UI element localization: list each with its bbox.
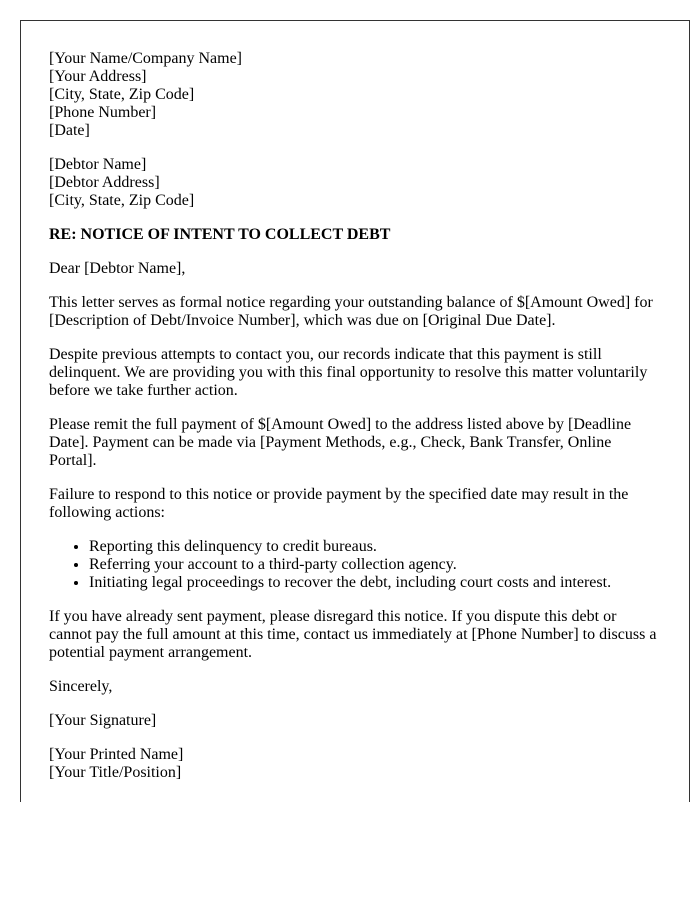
actions-list	[49, 538, 661, 592]
closing: Sincerely,	[49, 678, 113, 695]
sender-name: [Your Name/Company Name]	[49, 50, 243, 67]
closing-paragraph: If you have already sent payment, please disregard this notice. If you dispute this debt or cannot pay the full amount at this time, contact us immediately at [Phone Number] to discuss a potential payment arrangement.	[49, 608, 657, 661]
sender-block	[49, 50, 661, 140]
sender-phone: [Phone Number]	[49, 104, 157, 121]
signature: [Your Signature]	[49, 712, 157, 729]
printed-name: [Your Printed Name]	[49, 746, 184, 763]
letter-date: [Date]	[49, 122, 90, 139]
list-item: • Referring your account to a third-party collection agency.	[89, 556, 661, 574]
list-item: • Initiating legal proceedings to recover the debt, including court costs and interest.	[89, 574, 661, 592]
sender-city: [City, State, Zip Code]	[49, 86, 195, 103]
body-paragraph: This letter serves as formal notice regarding your outstanding balance of $[Amount Owed] for [Description of Debt/Invoice Number], which was due on [Original Due Date].	[49, 294, 653, 329]
subject-line: RE: NOTICE OF INTENT TO COLLECT DEBT	[49, 226, 391, 243]
salutation: Dear [Debtor Name],	[49, 260, 186, 277]
sender-address: [Your Address]	[49, 68, 147, 85]
title-position: [Your Title/Position]	[49, 764, 182, 781]
letter-page	[20, 20, 690, 802]
list-item: • Reporting this delinquency to credit bureaus.	[89, 538, 661, 556]
recipient-block	[49, 156, 661, 210]
signer-block	[49, 746, 661, 782]
debtor-name: [Debtor Name]	[49, 156, 147, 173]
body-paragraph: Failure to respond to this notice or provide payment by the specified date may result in the following actions:	[49, 486, 629, 521]
body-paragraph: Despite previous attempts to contact you, our records indicate that this payment is still delinquent. We are providing you with this final opportunity to resolve this matter voluntarily before we take further action.	[49, 346, 648, 399]
debtor-city: [City, State, Zip Code]	[49, 192, 195, 209]
debtor-address: [Debtor Address]	[49, 174, 160, 191]
body-paragraph: Please remit the full payment of $[Amount Owed] to the address listed above by [Deadline Date]. Payment can be made via [Payment Methods, e.g., Check, Bank Transfer, Online Portal].	[49, 416, 632, 469]
